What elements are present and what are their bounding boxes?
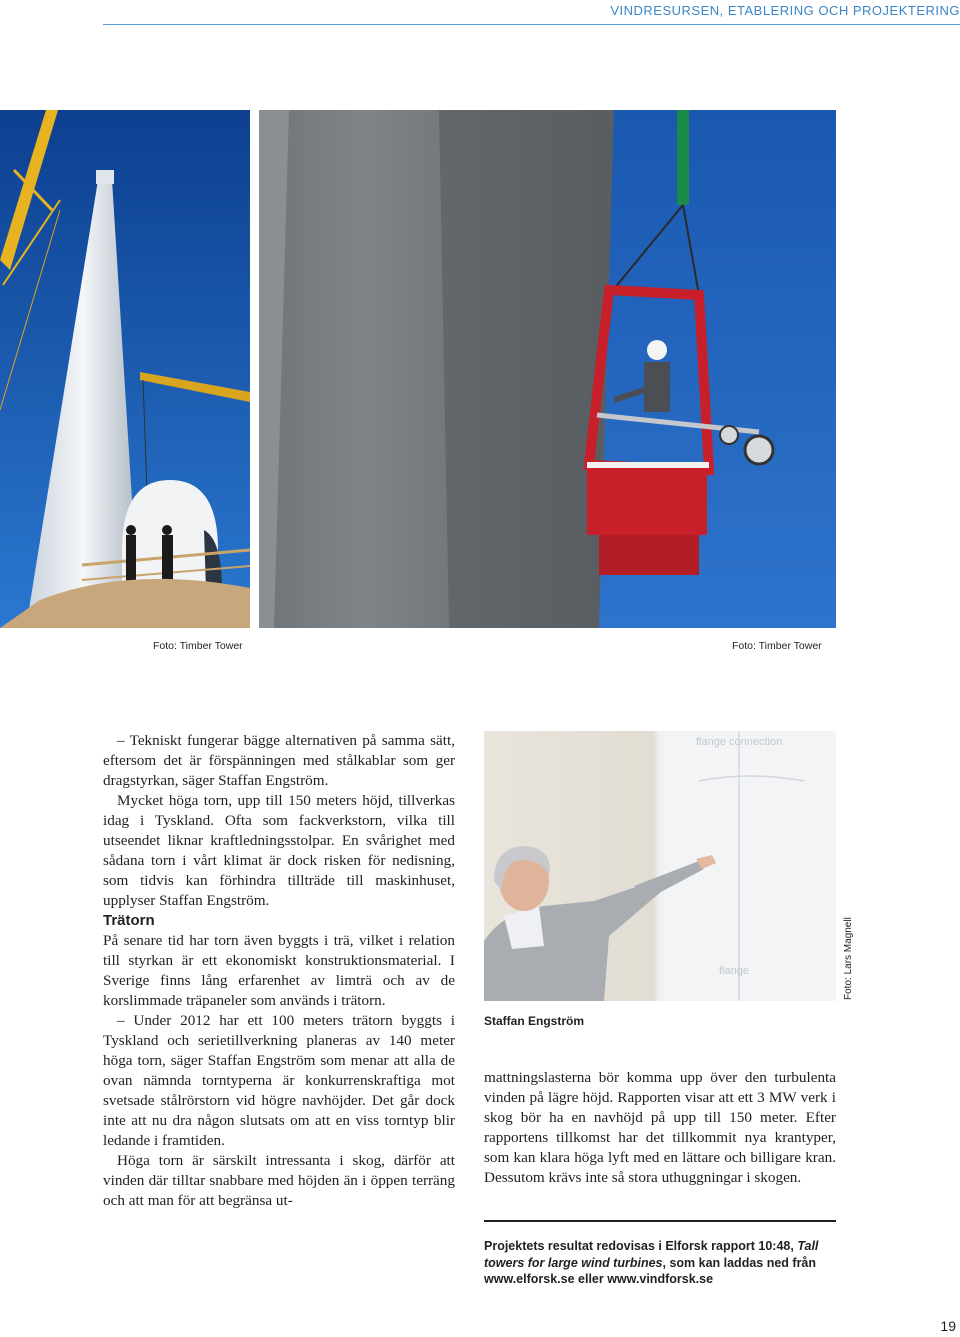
lift-basket-photo (259, 110, 836, 628)
subheading: Trätorn (103, 912, 155, 929)
section-title: VINDRESURSEN, ETABLERING OCH PROJEKTERING (610, 3, 960, 18)
report-prefix: Projektets resultat redovisas i Elforsk rapport 10:48, (484, 1239, 798, 1253)
right-column (484, 1068, 836, 1188)
portrait-caption: Staffan Engström (484, 1014, 585, 1028)
portrait-photo (484, 731, 836, 1001)
photo-credit-right: Foto: Timber Tower (732, 640, 822, 652)
report-rule (484, 1220, 836, 1222)
report-note (484, 1238, 836, 1288)
header-rule (103, 24, 960, 25)
report-suffix: , som kan laddas ned från www.elforsk.se eller www.vindforsk.se (484, 1255, 817, 1286)
paragraph: Mycket höga torn, upp till 150 meters höjd, tillverkas idag i Tyskland. Ofta som fackverkstorn, vilka till utseendet liknar kraftledningsstolpar. En svårighet med sådana torn i vårt klimat är dock risken för nedisning, som tidvis kan förhindra tillträde till maskinhuset, upplyser Staffan Engström. (103, 792, 455, 909)
portrait-photo-credit: Foto: Lars Magnell (843, 917, 854, 1000)
paragraph: På senare tid har torn även byggts i trä, vilket i relation till styrkan är ett ekonomiskt konstruktionsmaterial. I Sverige finns lång erfarenhet av limträ och av de korslimmade träpaneler som används i trätorn. (103, 932, 455, 1009)
paragraph: – Tekniskt fungerar bägge alternativen på samma sätt, eftersom det är förspänningen med stålkablar som ger dragstyrkan, säger Staffan Engström. (103, 732, 455, 789)
page-number: 19 (940, 1318, 956, 1334)
slide-text-flange: flange (719, 965, 749, 977)
paragraph: – Under 2012 har ett 100 meters trätorn byggts i Tyskland och serietillverkning planeras av 140 meter höga torn, säger Staffan Engström som menar att alla de ovan nämnda torntyperna är konkurrenskraftiga mot svetsade stålrörstorn vid högre navhöjder. Det går dock inte att nu dra någon slutsats om att en viss torntyp blir ledande i framtiden. (103, 1012, 455, 1149)
left-column (103, 731, 455, 1211)
slide-text-connection: flange connection (696, 736, 783, 748)
photo-credit-left: Foto: Timber Tower (153, 640, 243, 652)
paragraph: Höga torn är särskilt intressanta i skog, därför att vinden där tilltar snabbare med höjden än i öppen terräng och att man för att begränsa ut- (103, 1152, 455, 1209)
tower-construction-photo (0, 110, 250, 628)
paragraph: mattningslasterna bör komma upp över den turbulenta vinden på lägre höjd. Rapporten visar att ett 3 MW verk i skog bör ha en navhöjd på upp till 150 meter. Efter rapportens tillkomst har det tillkommit nya krantyper, som kan klara höga lyft med en lättare och billigare kran. Dessutom krävs inte så stora uthuggningar i skogen. (484, 1069, 836, 1186)
report-title: Tall towers for large wind turbines (484, 1239, 819, 1270)
